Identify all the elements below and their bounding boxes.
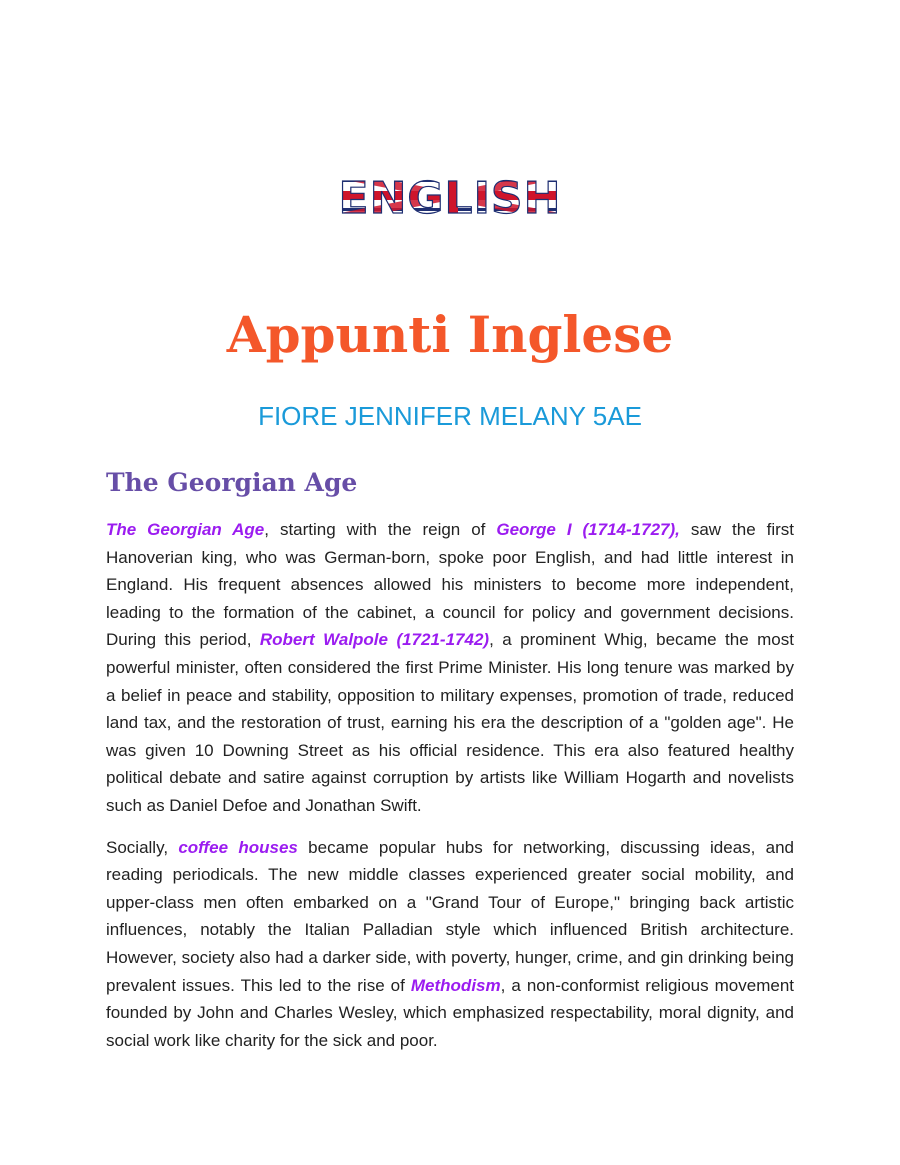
- english-logo: [316, 100, 584, 290]
- document-body: [106, 464, 794, 1068]
- author-line: FIORE JENNIFER MELANY 5AE: [258, 401, 642, 431]
- highlight-methodism: Methodism: [410, 975, 501, 995]
- english-flag-logo-icon: [330, 165, 570, 225]
- paragraph-text: , a prominent Whig, became the most powerful minister, often considered the first Prime Minister. His long tenure was marked by a belief in peace and stability, opposition to military expenses, promotion of trade, reduced land tax, and the restoration of trust, earning his era the description of a "golden age". He was given 10 Downing Street as his official residence. This era also featured healthy political debate and satire against corruption by artists like William Hogarth and novelists such as Daniel Defoe and Jonathan Swift.: [106, 630, 794, 815]
- english-logo-text: ENGLISH: [338, 173, 562, 224]
- highlight-george-i: George I (1714-1727),: [496, 520, 680, 539]
- document-title: Appunti Inglese: [226, 305, 674, 364]
- highlight-coffee-houses: coffee houses: [178, 837, 298, 857]
- paragraph-georgian-age: [106, 516, 794, 820]
- paragraph-text: Socially,: [106, 837, 179, 857]
- paragraph-text: , a non-conformist religious movement founded by John and Charles Wesley, which emphasized respectability, moral dignity, and social work like charity for the sick and poor.: [106, 975, 794, 1050]
- highlight-georgian-age: The Georgian Age: [106, 520, 265, 539]
- section-heading: The Georgian Age: [106, 468, 358, 497]
- paragraph-text: became popular hubs for networking, discussing ideas, and reading periodicals. The new middle classes experienced greater social mobility, and upper-class men often embarked on a "Grand Tour of Europe," bringing back artistic influences, notably the Italian Palladian style which influenced British architecture. However, society also had a darker side, with poverty, hunger, crime, and gin drinking being prevalent issues. This led to the rise of: [106, 837, 795, 995]
- highlight-robert-walpole: Robert Walpole (1721-1742): [259, 630, 490, 650]
- paragraph-text: saw the first Hanoverian king, who was German-born, spoke poor English, and had little interest in England. His frequent absences allowed his ministers to become more independent, leading to the formation of the cabinet, a council for policy and government decisions. During this period,: [106, 520, 795, 650]
- paragraph-society: [106, 834, 794, 1055]
- paragraph-text: , starting with the reign of: [264, 520, 497, 539]
